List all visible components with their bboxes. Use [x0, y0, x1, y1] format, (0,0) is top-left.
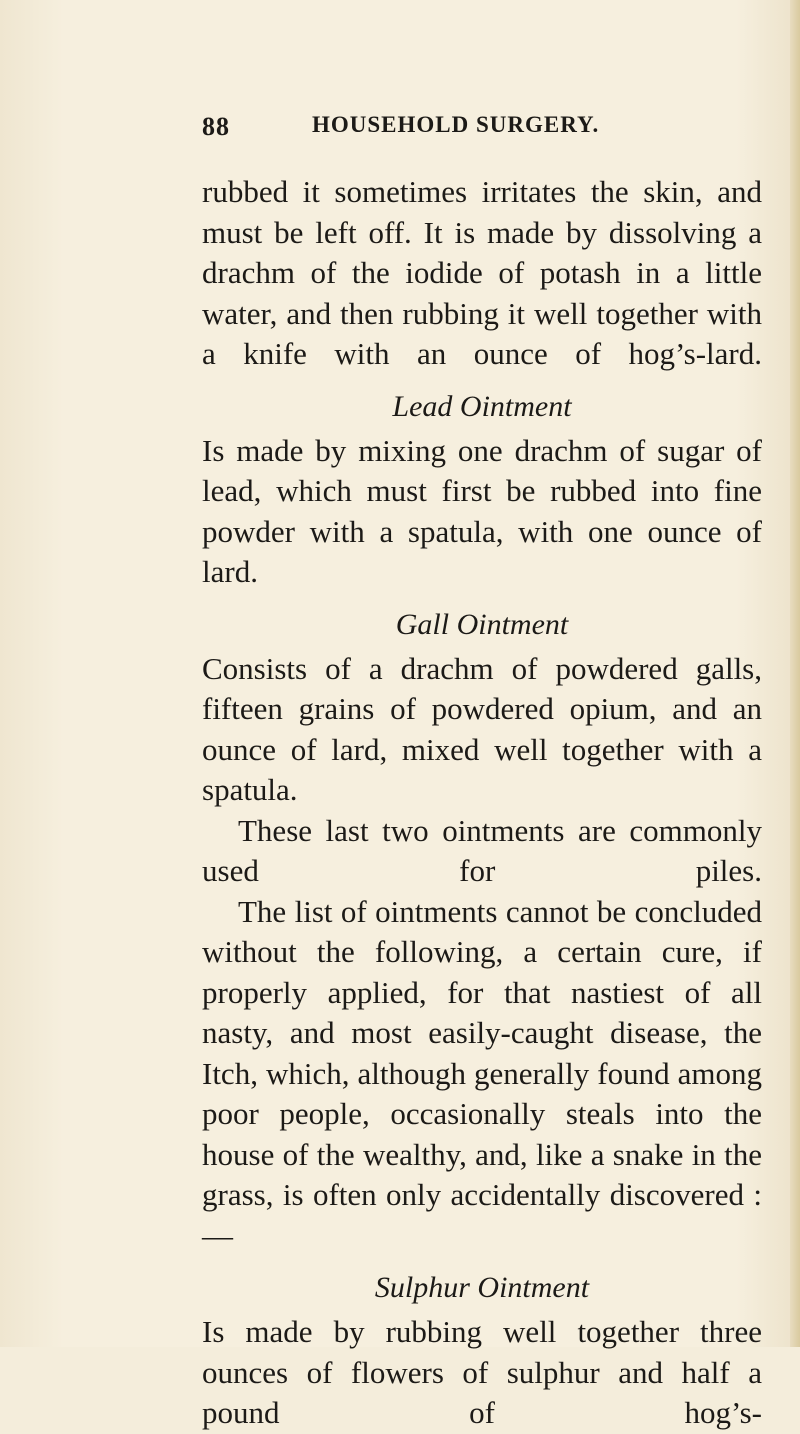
body-text	[202, 172, 762, 1434]
heading-sulphur-ointment: Sulphur Ointment	[374, 1271, 590, 1304]
page-edge	[790, 0, 800, 1347]
paragraph-lead-ointment: Is made by mixing one drachm of sugar of lead, which must first be rubbed into fine powder with a spatula, with one ounce of lard.	[202, 432, 762, 589]
page-number: 88	[202, 112, 230, 141]
heading-lead-ointment: Lead Ointment	[392, 389, 572, 423]
paragraph-continuation: rubbed it sometimes irritates the skin, and must be left off. It is made by dissolving a drachm of the iodide of potash in a little water, and then rubbing it well together with a knife with an ounce of hog’s-lard.	[202, 174, 762, 371]
paragraph-sulphur-ointment: Is made by rubbing well together three ounces of flowers of sulphur and half a pound of hog’s-	[202, 1314, 762, 1430]
heading-gall-ointment: Gall Ointment	[395, 607, 569, 641]
paragraph-piles: These last two ointments are commonly used for piles.	[202, 812, 762, 888]
paragraph-gall-ointment: Consists of a drachm of powdered galls, fifteen grains of powdered opium, and an ounce of lard, mixed well together with a spatula.	[202, 650, 762, 807]
paragraph-itch: The list of ointments cannot be concluded without the following, a certain cure, if properly applied, for that nastiest of all nasty, and most easily-caught disease, the Itch, which, although generally found among poor people, occasionally steals into the house of the wealthy, and, like a snake in the grass, is often only accidentally discovered :—	[202, 893, 762, 1253]
running-title: HOUSEHOLD SURGERY.	[312, 112, 600, 137]
